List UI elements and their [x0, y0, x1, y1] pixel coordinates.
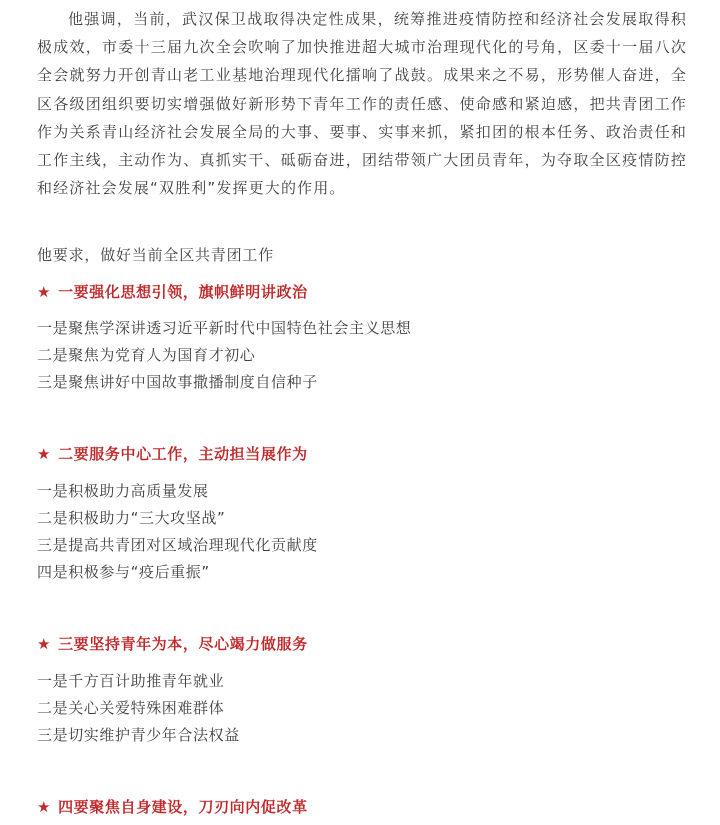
article-body — [37, 0, 687, 816]
list-item: 一是千方百计助推青年就业 — [37, 672, 225, 690]
section-list-1 — [37, 315, 411, 396]
star-icon: ★ — [37, 798, 52, 816]
list-item: 三是聚焦讲好中国故事撒播制度自信种子 — [37, 373, 318, 391]
star-icon: ★ — [37, 283, 52, 301]
list-item: 三是提高共青团对区域治理现代化贡献度 — [37, 536, 318, 554]
section-heading-text: 三要坚持青年为本，尽心竭力做服务 — [58, 635, 308, 653]
section-list-3 — [37, 668, 240, 749]
list-item: 二是聚焦为党育人为国育才初心 — [37, 346, 256, 364]
section-list-2 — [37, 478, 318, 586]
star-icon: ★ — [37, 445, 52, 463]
section-heading-text: 二要服务中心工作，主动担当展作为 — [58, 445, 308, 463]
list-item: 四是积极参与“疫后重振” — [37, 563, 210, 581]
section-heading-1 — [37, 278, 308, 306]
star-icon: ★ — [37, 635, 52, 653]
section-heading-3 — [37, 630, 308, 658]
list-item: 二是关心关爱特殊困难群体 — [37, 699, 225, 717]
section-heading-text: 一要强化思想引领，旗帜鲜明讲政治 — [58, 283, 308, 301]
section-heading-4 — [37, 793, 308, 821]
list-item: 一是聚焦学深讲透习近平新时代中国特色社会主义思想 — [37, 319, 412, 337]
intro-paragraph: 他强调，当前，武汉保卫战取得决定性成果，统筹推进疫情防控和经济社会发展取得积极成效，市委十三届九次全会吹响了加快推进超大城市治理现代化的号角，区委十一届八次全会就努力开创青山老工业基地治理现代化擂响了战鼓。成果来之不易，形势催人奋进，全区各级团组织要切实增强做好新形势下青年工作的责任感、使命感和紧迫感，把共青团工作作为关系青山经济社会发展全局的大事、要事、实事来抓，紧扣团的根本任务、政治责任和工作主线，主动作为、真抓实干、砥砺奋进，团结带领广大团员青年，为夺取全区疫情防控和经济社会发展“双胜利”发挥更大的作用。 — [37, 10, 687, 198]
lead-sentence: 他要求，做好当前全区共青团工作 — [37, 246, 275, 264]
list-item: 三是切实维护青少年合法权益 — [37, 726, 240, 744]
list-item: 二是积极助力“三大攻坚战” — [37, 509, 226, 527]
section-heading-2 — [37, 440, 308, 468]
list-item: 一是积极助力高质量发展 — [37, 482, 209, 500]
section-heading-text: 四要聚焦自身建设，刀刃向内促改革 — [58, 798, 308, 816]
